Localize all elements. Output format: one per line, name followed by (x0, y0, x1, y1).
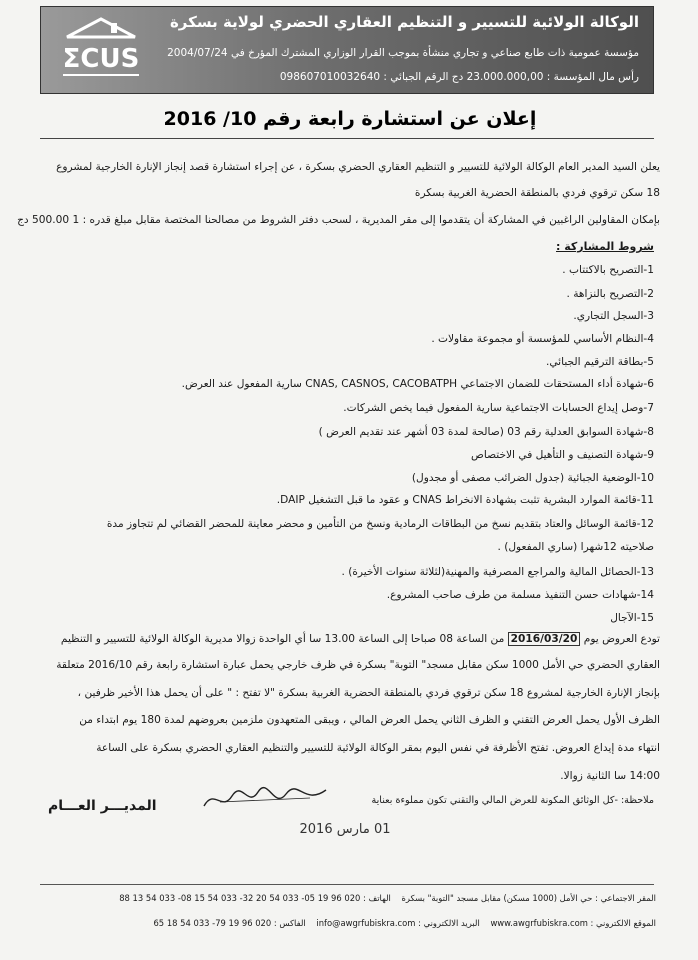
organization-name: الوكالة الولائية للتسيير و التنظيم العقاري الحضري لولاية بسكرة (169, 13, 639, 31)
condition-item: 14-شهادات حسن التنفيذ مسلمة من طرف صاحب المشروع. (386, 589, 654, 601)
organization-status: مؤسسة عمومية ذات طابع صناعي و تجاري منشأة بموجب القرار الوزاري المشترك المؤرخ في 2004/07/24 (167, 47, 639, 59)
condition-item: 11-قائمة الموارد البشرية تثبت بشهادة الانخراط CNAS و عقود ما قبل التشغيل DAIP. (276, 494, 654, 506)
date-stamp: 01 مارس 2016 (299, 822, 391, 837)
logo-lettering: ΣCUS (62, 44, 140, 74)
intro-line-1: يعلن السيد المدير العام الوكالة الولائية للتسيير و التنظيم العقاري الحضري بسكرة ، عن إجراء استشارة قصد إنجاز الإنارة الخارجية لمشروع (56, 161, 660, 173)
condition-item: 2-التصريح بالنزاهة . (566, 288, 654, 300)
footer-contact-line (40, 918, 656, 928)
footer-phone-label: الهاتف : (363, 893, 391, 903)
deadline-line-1-post: من الساعة 08 صباحا إلى الساعة 13.00 سا أي الواحدة زوالا مديرية الوكالة الولائية للتسيير و التنظيم (60, 633, 505, 645)
footer-phones: 020 96 19 05- 033 54 20 32- 033 54 15 08- 033 54 13 88 (119, 893, 361, 903)
deadline-line-6: 14:00 سا الثانية زوالا. (560, 770, 660, 782)
condition-item: 1-التصريح بالاكتتاب . (562, 264, 654, 276)
note-text: ملاحظة: -كل الوثائق المكونة للعرض المالي والتقني تكون مملوءة بعناية (371, 795, 654, 806)
intro-line-2: 18 سكن ترقوي فردي بالمنطقة الحضرية الغربية بسكرة (414, 187, 660, 199)
title-divider (40, 138, 654, 139)
condition-item: 10-الوضعية الجبائية (جدول الضرائب مصفى أو مجدول) (411, 472, 654, 484)
condition-item: 5-بطاقة الترقيم الجبائي. (545, 356, 654, 368)
condition-item: 4-النظام الأساسي للمؤسسة أو مجموعة مقاولات . (431, 333, 654, 345)
footer-website-label: الموقع الالكتروني : (590, 918, 656, 928)
footer-fax: 020 96 19 79- 033 54 18 65 (153, 918, 272, 928)
agency-logo (49, 13, 153, 85)
signatory-title: المديـــر العـــام (48, 798, 157, 814)
condition-item: 15-الآجال (610, 612, 654, 624)
condition-item: 3-السجل التجاري. (573, 310, 654, 322)
deadline-line-1 (32, 632, 660, 646)
condition-item: 12-قائمة الوسائل والعتاد بتقديم نسخ من البطاقات الرمادية ونسخ من التأمين و محضر معاينة للمحضر القضائي لم تتجاوز مدة (106, 518, 654, 530)
intro-line-3: بإمكان المقاولين الراغبين في المشاركة أن يتقدموا إلى مقر المديرية ، لسحب دفتر الشروط من مصالحنا المختصة مقابل مبلغ قدره : 1 500.00 دج (17, 214, 660, 226)
announcement-title: إعلان عن استشارة رابعة رقم 10/ 2016 (163, 108, 537, 130)
condition-item: 8-شهادة السوابق العدلية رقم 03 (صالحة لمدة 03 أشهر عند تقديم العرض ) (318, 426, 654, 438)
footer-address-line (40, 893, 656, 903)
condition-item: 13-الحصائل المالية والمراجع المصرفية والمهنية(لثلاثة سنوات الأخيرة) . (341, 566, 654, 578)
organization-capital: رأس مال المؤسسة : 23.000.000,00 دج الرقم الجبائي : 098607010032640 (279, 71, 639, 83)
deadline-line-1-pre: تودع العروض يوم (583, 633, 660, 645)
footer-website[interactable]: www.awgrfubiskra.com (490, 918, 588, 928)
condition-item: 6-شهادة أداء المستحقات للضمان الاجتماعي CNAS, CASNOS, CACOBATPH سارية المفعول عند العرض. (181, 378, 654, 390)
condition-item: 7-وصل إيداع الحسابات الاجتماعية سارية المفعول فيما يخص الشركات. (343, 402, 654, 414)
condition-item: صلاحيته 12شهرا (ساري المفعول) . (497, 541, 654, 553)
deadline-date: 2016/03/20 (508, 632, 581, 646)
signature-scribble (200, 784, 330, 814)
footer-email-label: البريد الالكتروني : (418, 918, 480, 928)
footer-divider (40, 884, 654, 885)
footer-email[interactable]: info@awgrfubiskra.com (316, 918, 416, 928)
condition-item: 9-شهادة التصنيف و التأهيل في الاختصاص (471, 449, 654, 461)
conditions-heading: شروط المشاركة : (556, 240, 654, 253)
deadline-line-2: العقاري الحضري حي الأمل 1000 سكن مقابل مسجد" التوبة" بسكرة في ظرف خارجي يحمل عبارة استشارة رابعة رقم 2016/10 متعلقة (56, 659, 660, 671)
deadline-line-5: انتهاء مدة إيداع العروض. تفتح الأظرفة في نفس اليوم بمقر الوكالة الولائية للتسيير والتنظيم العقاري الحضري بسكرة على الساعة (96, 742, 660, 754)
footer-address: المقر الاجتماعي : حي الأمل (1000 مسكن) مقابل مسجد "التوبة" بسكرة (401, 893, 656, 903)
letterhead (40, 6, 654, 94)
deadline-line-4: الظرف الأول يحمل العرض التقني و الظرف الثاني يحمل العرض المالي ، ويبقى المتعهدون ملزمين بعروضهم لمدة 180 يوم ابتداء من (79, 714, 660, 726)
deadline-line-3: بإنجاز الإنارة الخارجية لمشروع 18 سكن ترقوي فردي بالمنطقة الحضرية الغربية بسكرة "لا تفتح : " على أن يحمل هذا الأخير ظرفين ، (77, 687, 660, 699)
footer-fax-label: الفاكس : (273, 918, 306, 928)
